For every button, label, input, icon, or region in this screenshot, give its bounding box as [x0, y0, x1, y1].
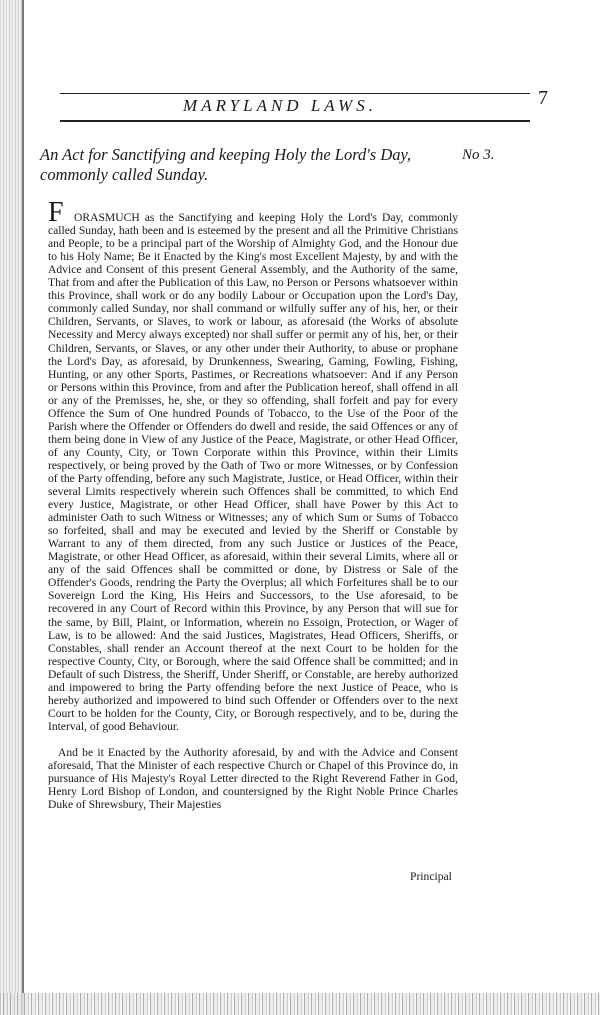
running-head [60, 87, 548, 123]
header-rule-bottom [60, 120, 530, 122]
running-title: MARYLAND LAWS. [183, 96, 377, 115]
paragraph-2: And be it Enacted by the Authority aforesaid, by and with the Advice and Consent aforesaid, That the Minister of each respective Church or Chapel of this Province do, in pursuance of His Majesty's Royal Letter directed to the Right Reverend Father in God, Henry Lord Bishop of London, and countersigned by the Right Noble Prince Charles Duke of Shrewsbury, Their Majesties [48, 745, 458, 812]
law-body [48, 198, 458, 824]
page-number: 7 [538, 87, 548, 109]
page-edge [22, 0, 24, 1015]
catchword: Principal [410, 870, 452, 883]
binding-gutter [0, 0, 22, 1015]
drop-cap: F [48, 197, 64, 228]
paragraph-1: ORASMUCH as the Sanctifying and keeping Holy the Lord's Day, commonly called Sunday, hath been and is esteemed by the present and all the Primitive Christians and People, to be a principal part of the Worship of Almighty God, and the Honour due to his Holy Name; Be it Enacted by the King's most Excellent Majesty, by and with the Advice and Consent of this present General Assembly, and the Authority of the same, That from and after the Publication of this Law, no Person or Persons whatsoever within this Province, shall work or do any bodily Labour or Occupation upon the Lord's Day, commonly called Sunday, nor shall command or wilfully suffer any of his, her, or their Children, Servants, or Slaves, to work or labour, as aforesaid (the Works of absolute Necessity and Mercy always excepted) nor shall suffer or permit any of his, her, or their Children, Servants, or Slaves, or any other under their Authority, to abuse or prophane the Lord's Day, as aforesaid, by Drunkenness, Swearing, Gaming, Fowling, Fishing, Hunting, or any other Sports, Pastimes, or Recreations whatsoever: And if any Person or Persons within this Province, from and after the Publication hereof, shall offend in all or any of the Premisses, he, she, or they so offending, shall forfeit and pay for every Offence the Sum of One hundred Pounds of Tobacco, to the Use of the Poor of the Parish where the Offender or Offenders do dwell and reside, the said Offences or any of them being done in View of any Justice of the Peace, Magistrate, or other Head Officer, of any County, City, or Town Corporate within this Province, within their Limits respectively, or being proved by the Oath of Two or more Witnesses, or by Confession of the Party offending, before any such Magistrate, Justice, or Head Officer, within their several Limits respectively wherein such Offences shall be committed, to which End every Justice, Magistrate, or other Head Officer, shall have Power by this Act to administer Oath to such Witness or Witnesses; any of which Sum or Sums of Tobacco so forfeited, shall and may be executed and levied by the Sheriff or Constable by Warrant to any of them directed, from any such Justice or Justices of the Peace, Magistrate, or other Head Officer, as aforesaid, within their several Limits, where all or any of the said Offences shall be committed or done, by Distress or Sale of the Offender's Goods, rendring the Party the Overplus; all which Forfeitures shall be to our Sovereign Lord the King, His Heirs and Successors, to the Use aforesaid, to be recovered in any Court of Record within this Province, by any Person that will sue for the same, by Bill, Plaint, or Information, wherein no Essoign, Protection, or Wager of Law, is to be allowed: And the said Justices, Magistrates, Head Officers, Sheriffs, or Constables, shall render an Account thereof at the next Court to be holden for the respective County, City, or Borough, where the said Offence shall be committed; and in Default of such Distress, the Sheriff, Under Sheriff, or Constable, are hereby authorized and impowered to bring the Party offending before the next Justice of Peace, who is hereby authorized and impowered to bind such Offender or Offenders over to the next Court to be holden for the County, City, or Borough respectively, and to be, during the Interval, of good Behaviour. [48, 211, 458, 733]
act-title: An Act for Sanctifying and keeping Holy the Lord's Day, commonly called Sunday. [40, 145, 412, 184]
act-number: No 3. [462, 147, 495, 163]
scan-edge-noise [0, 993, 600, 1015]
header-rule-top [60, 93, 530, 94]
